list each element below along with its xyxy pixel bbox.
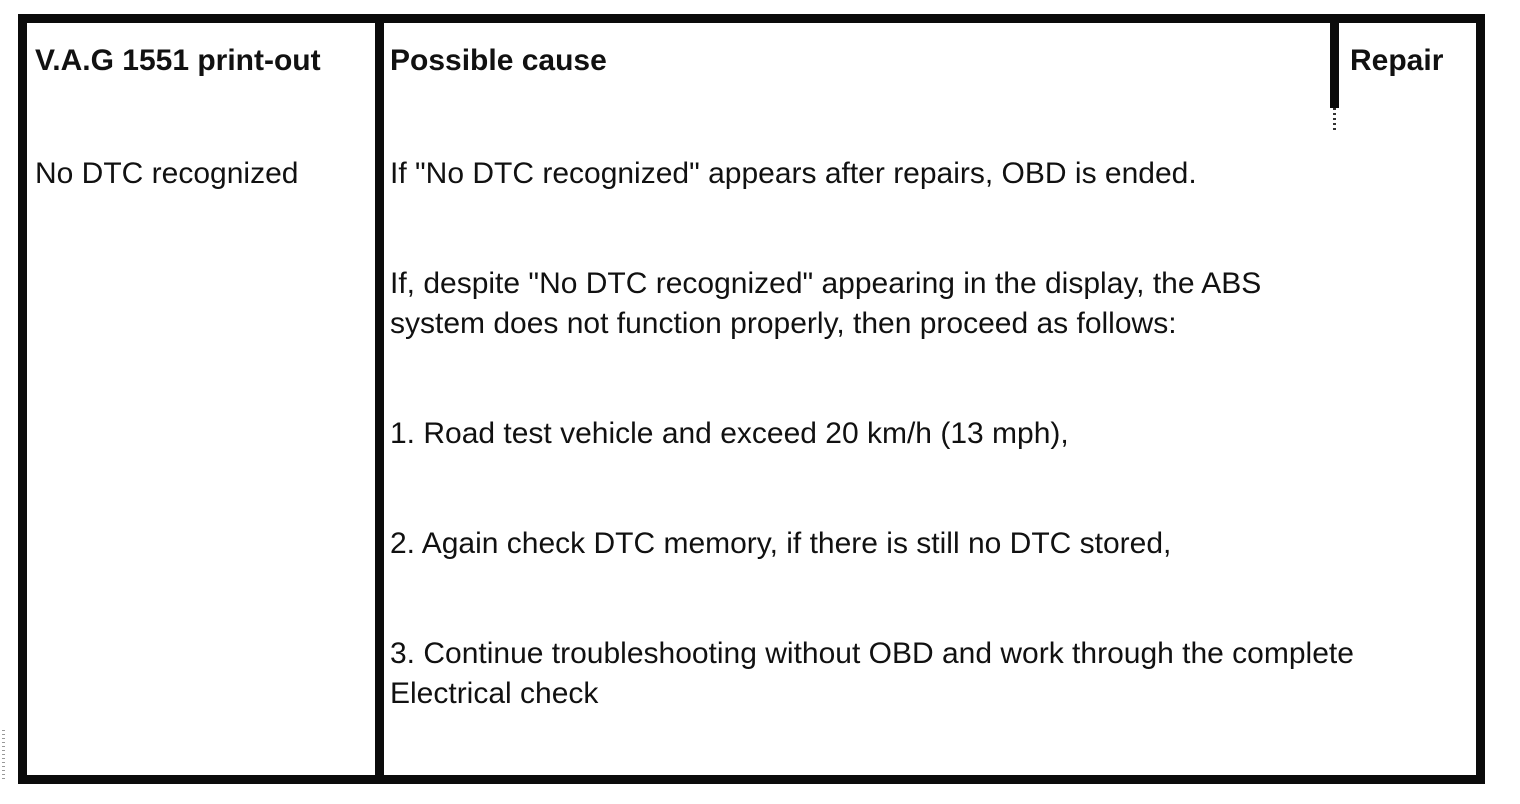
- header-repair: Repair: [1350, 44, 1444, 77]
- cause-line: 3. Continue troubleshooting without OBD and work through the complete: [390, 637, 1354, 670]
- cause-paragraph: [390, 634, 1470, 714]
- cause-line: Electrical check: [390, 677, 599, 710]
- cause-line: If, despite "No DTC recognized" appearing in the display, the ABS: [390, 267, 1262, 300]
- printout-value: No DTC recognized: [35, 157, 299, 190]
- cause-line: 2. Again check DTC memory, if there is still no DTC stored,: [390, 527, 1172, 560]
- cause-line: If "No DTC recognized" appears after repairs, OBD is ended.: [390, 157, 1197, 190]
- header-printout: V.A.G 1551 print-out: [35, 44, 321, 77]
- scan-margin-mark: [2, 730, 5, 780]
- repair-divider-tick: [1333, 108, 1336, 130]
- cause-line: 1. Road test vehicle and exceed 20 km/h (13 mph),: [390, 417, 1069, 450]
- cause-paragraph: [390, 264, 1470, 344]
- possible-cause-list: [390, 154, 1470, 714]
- cause-paragraph: [390, 154, 1470, 194]
- cause-line: system does not function properly, then proceed as follows:: [390, 307, 1177, 340]
- column-divider: [375, 23, 384, 775]
- header-possible-cause: Possible cause: [390, 44, 607, 77]
- dtc-table: [18, 14, 1485, 784]
- cause-paragraph: [390, 414, 1470, 454]
- cause-paragraph: [390, 524, 1470, 564]
- repair-column-divider: [1330, 23, 1339, 108]
